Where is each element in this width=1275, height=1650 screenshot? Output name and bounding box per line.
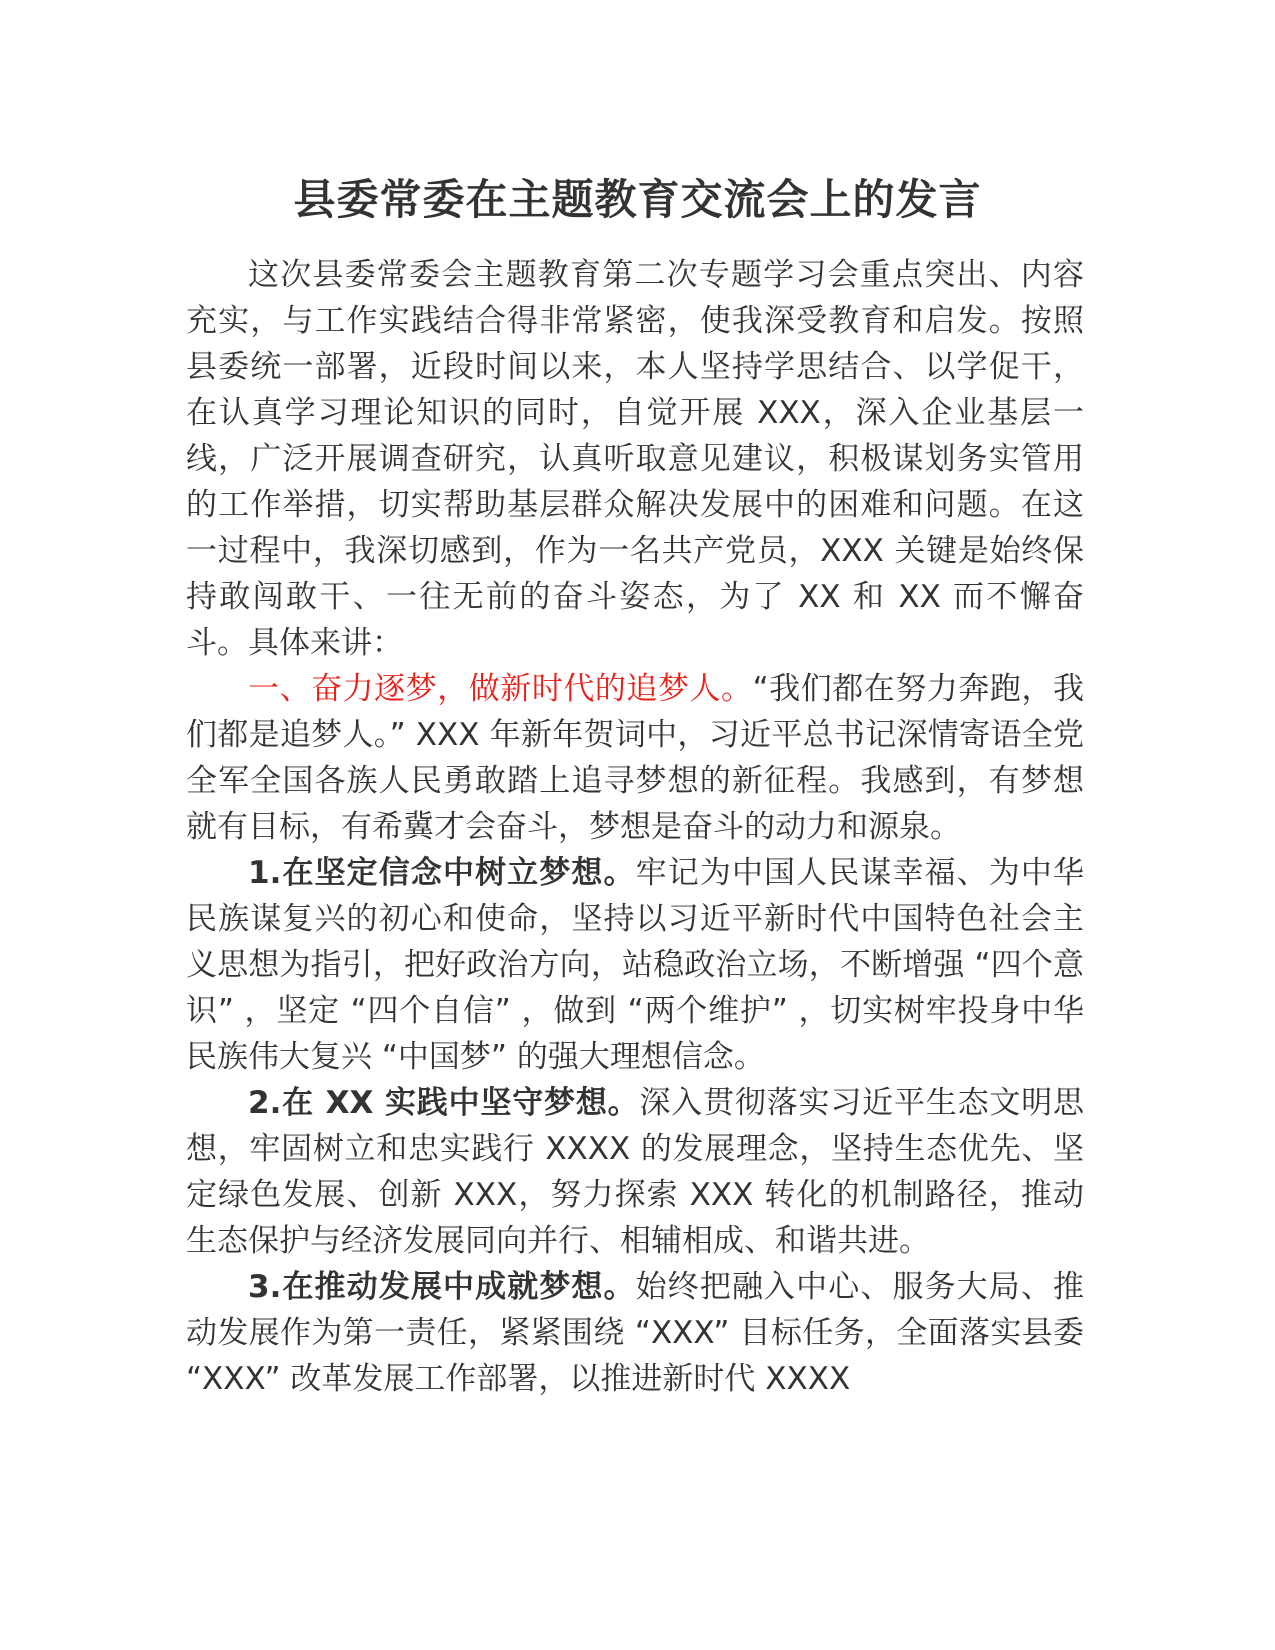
section-1-text: “我们都在努力奔跑，我们都是追梦人。” XXX 年新年贺词中，习近平总书记深情寄语全党全军全国各族人民勇敢踏上追寻梦想的新征程。我感到，有梦想就有目标，有希冀才会奋斗，梦想是奋斗的动力和源泉。 [186,671,1084,845]
document-title: 县委常委在主题教育交流会上的发言 [293,175,982,224]
item-1-heading: 1.在坚定信念中树立梦想。 [248,855,636,891]
item-3-paragraph [186,1264,1084,1402]
item-2-heading: 2.在 XX 实践中坚守梦想。 [248,1085,640,1121]
item-1-paragraph [186,850,1084,1080]
item-2-paragraph [186,1080,1084,1264]
item-3-heading: 3.在推动发展中成就梦想。 [248,1269,636,1305]
document-body [186,252,1084,1402]
item-1-text: 牢记为中国人民谋幸福、为中华民族谋复兴的初心和使命，坚持以习近平新时代中国特色社会主义思想为指引，把好政治方向，站稳政治立场，不断增强 “四个意识” ，坚定 “四个自信” ，做到 “两个维护” ，切实树牢投身中华民族伟大复兴 “中国梦” 的强大理想信念。 [186,855,1084,1075]
section-1-paragraph [186,666,1084,850]
item-3-text: 始终把融入中心、服务大局、推动发展作为第一责任，紧紧围绕 “XXX” 目标任务，全面落实县委 “XXX” 改革发展工作部署，以推进新时代 XXXX [186,1269,1084,1397]
section-1-heading: 一、奋力逐梦，做新时代的追梦人。 [248,671,753,707]
intro-paragraph: 这次县委常委会主题教育第二次专题学习会重点突出、内容充实，与工作实践结合得非常紧密，使我深受教育和启发。按照县委统一部署，近段时间以来，本人坚持学思结合、以学促干，在认真学习理论知识的同时，自觉开展 XXX，深入企业基层一线，广泛开展调查研究，认真听取意见建议，积极谋划务实管用的工作举措，切实帮助基层群众解决发展中的困难和问题。在这一过程中，我深切感到，作为一名共产党员，XXX 关键是始终保持敢闯敢干、一往无前的奋斗姿态，为了 XX 和 XX 而不懈奋斗。具体来讲： [186,257,1084,661]
item-2-text: 深入贯彻落实习近平生态文明思想，牢固树立和忠实践行 XXXX 的发展理念，坚持生态优先、坚定绿色发展、创新 XXX，努力探索 XXX 转化的机制路径，推动生态保护与经济发展同向并行、相辅相成、和谐共进。 [186,1085,1085,1259]
